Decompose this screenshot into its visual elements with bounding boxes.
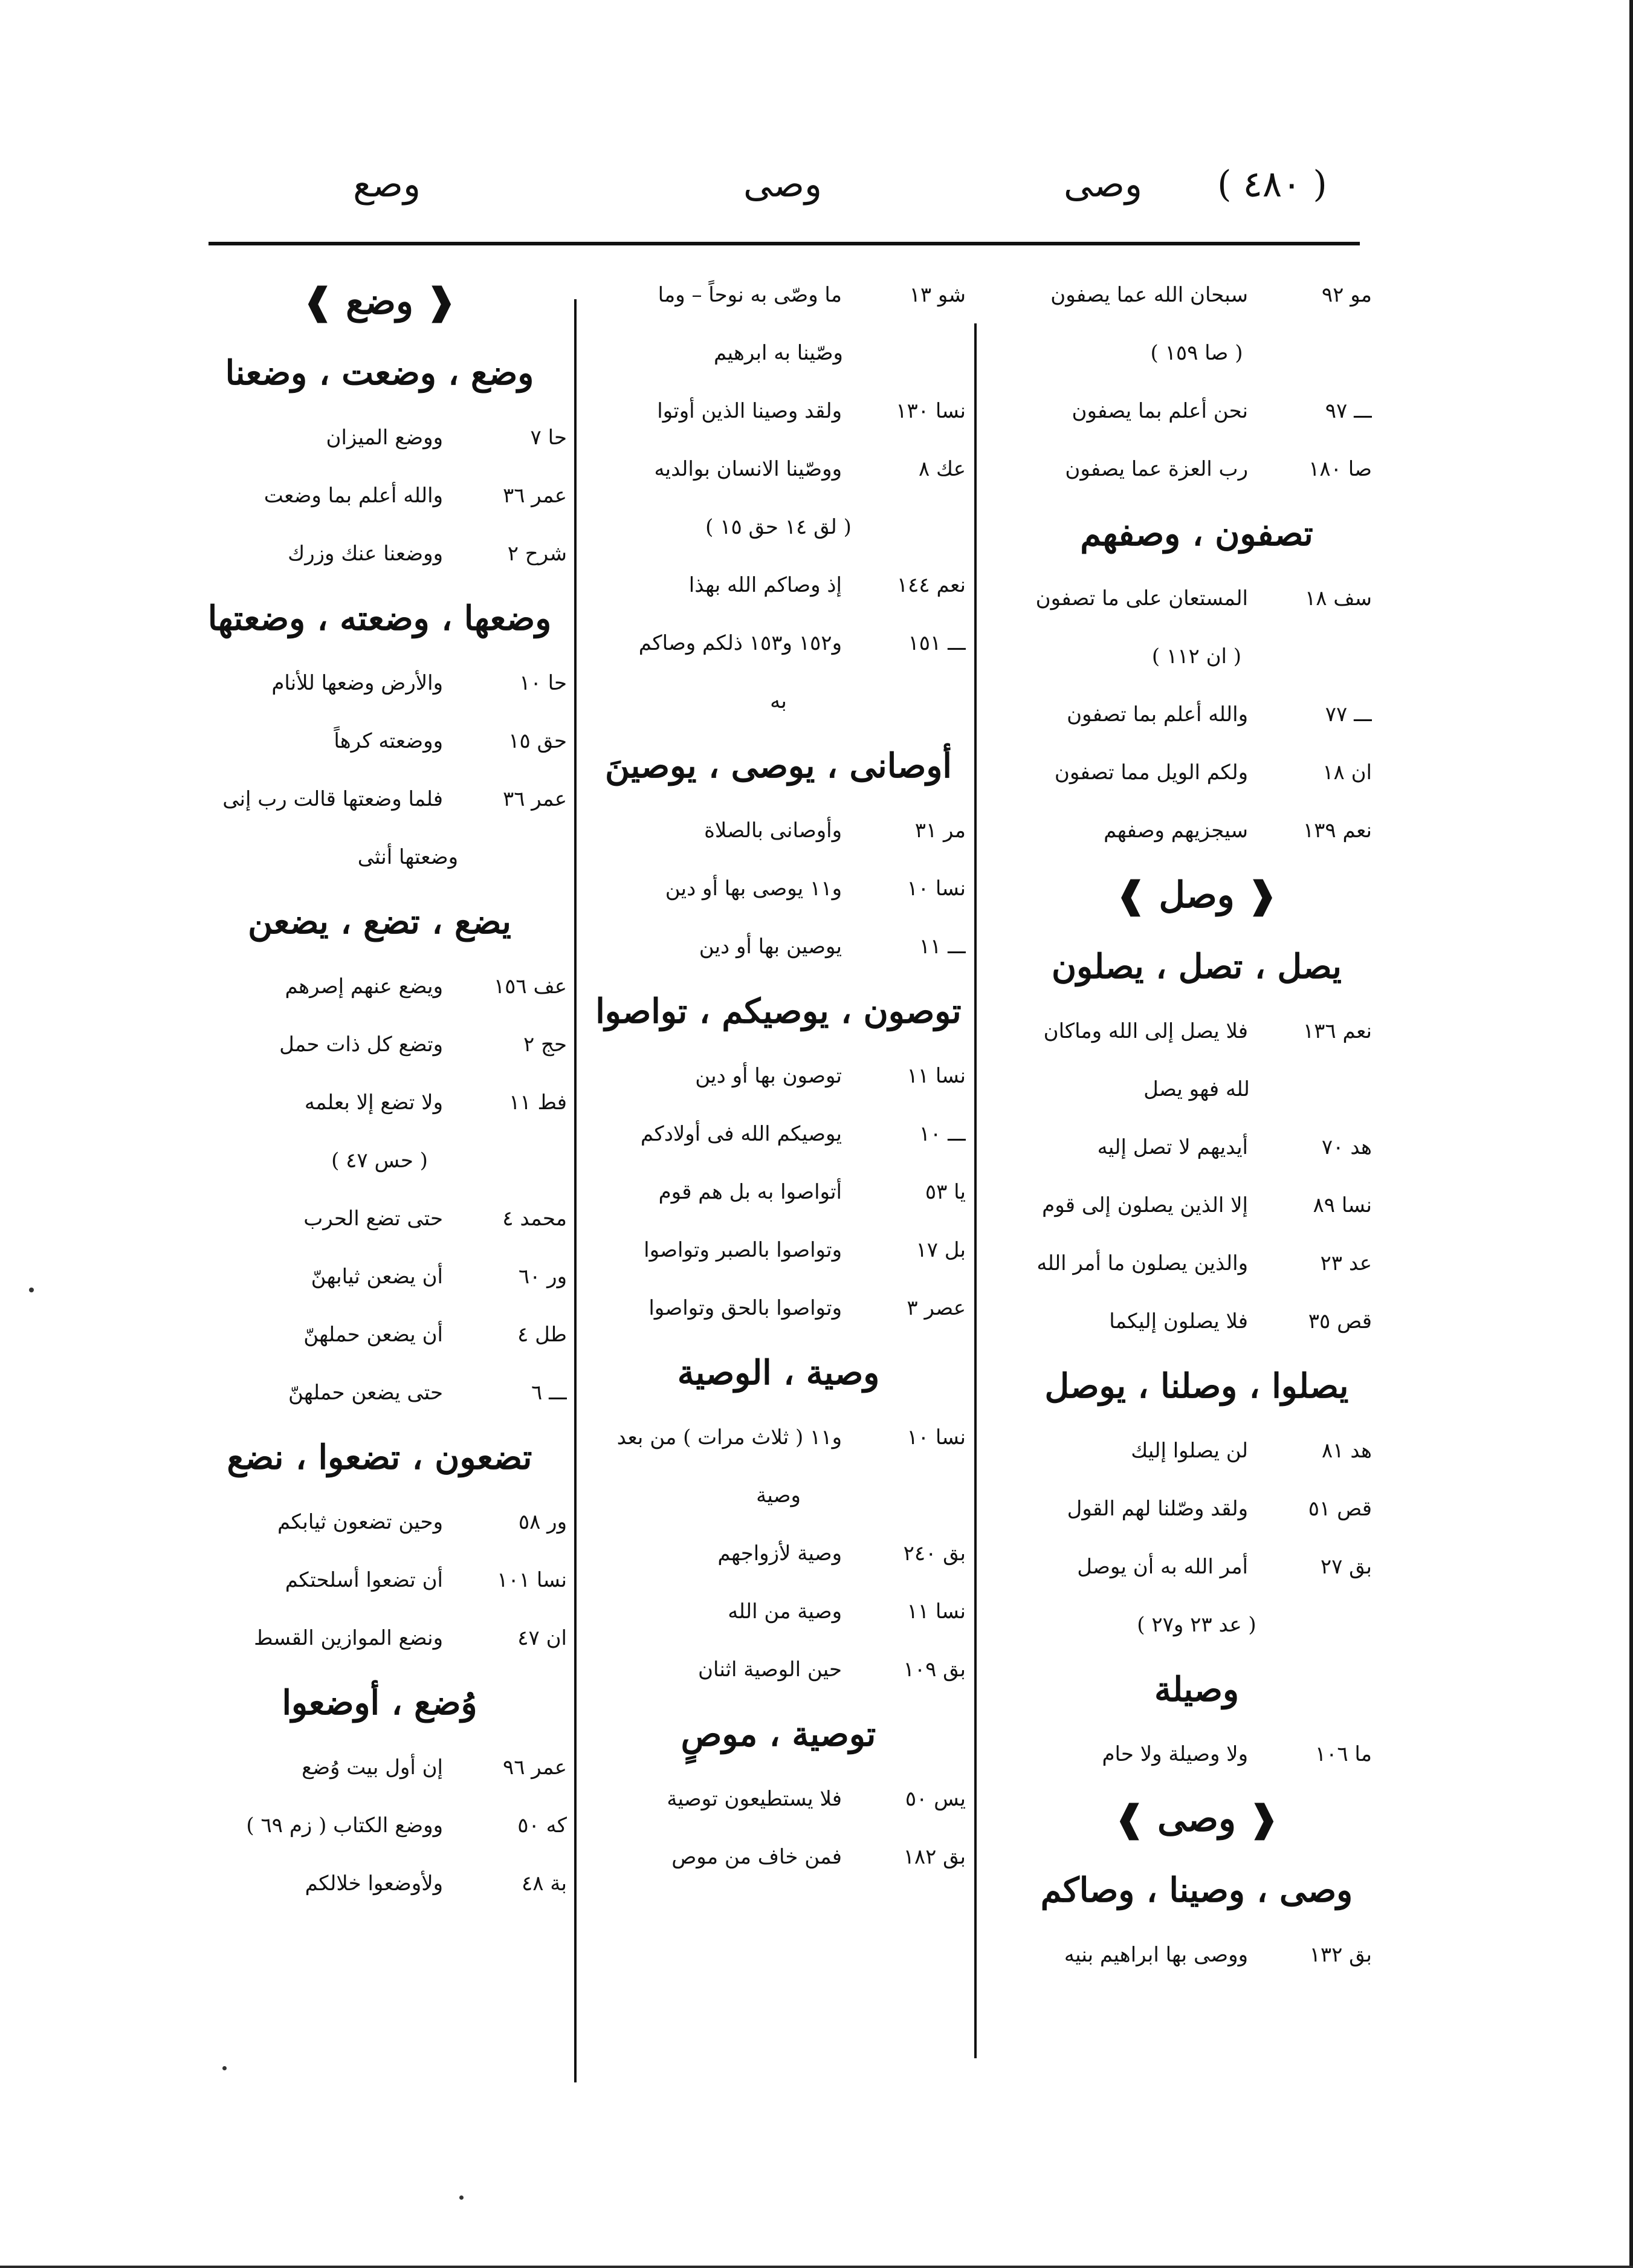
running-head-middle: وصى (743, 163, 822, 206)
verse-text: فلا يصل إلى الله وماكان (1043, 1019, 1248, 1043)
verse-reference: هد ٨١ (1321, 1439, 1372, 1463)
verse-text: إذ وصاكم الله بهذا (688, 573, 842, 597)
verse-reference: محمد ٤ (502, 1207, 567, 1231)
continuation-text: لله فهو يصل (1143, 1077, 1250, 1101)
ornate-bracket-close: ❱ (1114, 1798, 1158, 1840)
verse-text: ولقد وصّلنا لهم القول (1067, 1497, 1248, 1521)
verse-entry (591, 1828, 966, 1886)
verse-reference: هد ٧٠ (1321, 1135, 1372, 1159)
verse-text: و١١ يوصى بها أو دين (665, 876, 842, 901)
verse-reference: عمر ٣٦ (502, 484, 567, 508)
column-middle (591, 266, 966, 1886)
verse-entry (1021, 440, 1372, 498)
continuation-text: ( لق ١٤ حق ١٥ ) (705, 515, 852, 539)
verse-reference: عصر ٣ (907, 1296, 966, 1320)
verse-reference: نسا ٨٩ (1313, 1193, 1372, 1217)
continuation-line (1021, 627, 1372, 685)
verse-text: ولا تضع إلا بعلمه (304, 1090, 443, 1115)
verse-text: أمر الله به أن يوصل (1077, 1555, 1248, 1579)
word-forms-heading: وصية ، الوصية (677, 1353, 880, 1393)
verse-entry (1021, 1176, 1372, 1234)
continuation-line (1021, 324, 1372, 382)
verse-entry (1021, 1234, 1372, 1292)
column-separator (974, 323, 977, 2058)
verse-reference: بق ١٠٩ (903, 1657, 966, 1682)
verse-reference: بق ٢٧ (1320, 1555, 1372, 1579)
scan-speck (459, 2195, 464, 2200)
verse-entry (192, 770, 567, 828)
verse-reference: عمر ٩٦ (502, 1755, 567, 1780)
verse-entry (192, 1190, 567, 1248)
page-edge-bottom (0, 2266, 1633, 2268)
continuation-line (591, 1466, 966, 1524)
verse-entry (192, 409, 567, 467)
continuation-line (591, 672, 966, 730)
root-heading (1021, 1783, 1372, 1855)
root-heading (1021, 860, 1372, 931)
verse-reference: نعم ١٣٦ (1302, 1019, 1372, 1043)
verse-text: فلا يستطيعون توصية (667, 1787, 842, 1811)
verse-entry (1021, 1292, 1372, 1350)
verse-entry (591, 1047, 966, 1105)
root-word: وصى (1157, 1798, 1236, 1840)
running-head-left: وصع (353, 163, 421, 206)
verse-entry (591, 1770, 966, 1828)
verse-text: ولا وصيلة ولا حام (1102, 1742, 1248, 1766)
verse-entry (591, 1408, 966, 1466)
continuation-line (192, 1132, 567, 1190)
continuation-line (1021, 1596, 1372, 1654)
verse-text: ووضعته كرهاً (334, 729, 443, 753)
verse-reference: مو ٩٢ (1321, 283, 1372, 307)
verse-text: ووضع الميزان (326, 426, 443, 450)
verse-text: إلا الذين يصلون إلى قوم (1042, 1193, 1248, 1217)
verse-text: ولقد وصينا الذين أوتوا (657, 399, 842, 423)
verse-reference: عمر ٣٦ (502, 787, 567, 811)
verse-text: وحين تضعون ثيابكم (277, 1510, 443, 1534)
verse-entry (1021, 266, 1372, 324)
verse-reference: سف ١٨ (1304, 586, 1372, 611)
verse-entry (1021, 744, 1372, 802)
word-forms-heading: تضعون ، تضعوا ، نضع (227, 1437, 532, 1477)
verse-text: أيديهم لا تصل إليه (1097, 1135, 1248, 1159)
verse-entry (591, 556, 966, 614)
page-number: ( ٤٨٠ ) (1217, 163, 1327, 206)
verse-reference: شو ١٣ (909, 283, 966, 307)
verse-text: ولكم الويل مما تصفون (1054, 760, 1248, 785)
continuation-line (591, 324, 966, 382)
verse-entry (591, 266, 966, 324)
verse-reference: ور ٦٠ (518, 1265, 567, 1289)
verse-entry (192, 1248, 567, 1306)
continuation-line (591, 498, 966, 556)
verse-reference: بة ٤٨ (521, 1871, 567, 1896)
verse-entry (591, 1105, 966, 1163)
verse-entry (591, 802, 966, 860)
verse-text: وأوصانى بالصلاة (704, 818, 842, 843)
column-left (192, 266, 567, 1913)
ornate-bracket-close: ❱ (302, 280, 346, 323)
verse-reference: نسا ١٠١ (497, 1568, 567, 1592)
verse-entry (591, 382, 966, 440)
verse-reference: قص ٥١ (1308, 1497, 1372, 1521)
continuation-line (1021, 1060, 1372, 1118)
header-rule (209, 242, 1360, 245)
verse-reference: بق ٢٤٠ (903, 1541, 966, 1566)
verse-text: ولأوضعوا خلالكم (305, 1871, 443, 1896)
verse-reference: ـــ ١٥١ (908, 631, 966, 655)
verse-entry (192, 1609, 567, 1667)
verse-text: ويضع عنهم إصرهم (285, 974, 443, 999)
word-forms-heading: يصل ، تصل ، يصلون (1052, 947, 1342, 987)
word-forms-heading: وصيلة (1154, 1670, 1240, 1709)
word-forms-heading: توصون ، يوصيكم ، تواصوا (595, 991, 962, 1031)
verse-text: ونضع الموازين القسط (254, 1626, 443, 1650)
verse-reference: ـــ ٧٧ (1325, 702, 1372, 727)
verse-entry (1021, 1002, 1372, 1060)
verse-reference: ـــ ٦ (531, 1381, 567, 1405)
verse-entry (1021, 802, 1372, 860)
verse-entry (591, 860, 966, 918)
verse-entry (1021, 1422, 1372, 1480)
verse-reference: نسا ١٣٠ (896, 399, 966, 423)
column-right (1021, 266, 1372, 1984)
verse-entry (192, 957, 567, 1016)
verse-text: رب العزة عما يصفون (1065, 457, 1248, 481)
verse-entry (591, 1279, 966, 1337)
verse-text: سبحان الله عما يصفون (1050, 283, 1248, 307)
verse-text: أن يضعن ثيابهنّ (311, 1265, 443, 1289)
word-forms-heading: وضع ، وضعت ، وضعنا (225, 353, 534, 393)
word-forms-heading: وصى ، وصينا ، وصاكم (1040, 1870, 1353, 1910)
verse-reference: صا ١٨٠ (1308, 457, 1372, 481)
verse-reference: حا ٧ (530, 426, 567, 450)
verse-text: نحن أعلم بما يصفون (1072, 399, 1248, 423)
continuation-text: وضعتها أنثى (357, 845, 458, 869)
verse-entry (192, 1364, 567, 1422)
ornate-bracket-open: ❰ (413, 280, 457, 323)
verse-reference: نسا ١١ (907, 1599, 966, 1624)
verse-text: فمن خاف من موص (671, 1845, 842, 1869)
verse-entry (1021, 1538, 1372, 1596)
verse-entry (192, 1551, 567, 1609)
verse-entry (192, 654, 567, 712)
verse-text: و١١ ( ثلاث مرات ) من بعد (616, 1425, 842, 1450)
verse-text: حين الوصية اثنان (698, 1657, 842, 1682)
verse-text: ما وصّى به نوحاً – وما (658, 283, 842, 307)
verse-reference: ـــ ٩٧ (1325, 399, 1372, 423)
verse-entry (591, 918, 966, 976)
word-forms-heading: يصلوا ، وصلنا ، يوصل (1044, 1366, 1349, 1406)
verse-reference: كه ٥٠ (517, 1813, 567, 1838)
verse-text: والله أعلم بما تصفون (1067, 702, 1248, 727)
ornate-bracket-close: ❱ (1116, 874, 1159, 916)
verse-reference: ـــ ١١ (919, 935, 966, 959)
continuation-text: به (770, 689, 787, 713)
verse-text: يوصين بها أو دين (699, 935, 842, 959)
verse-entry (1021, 1725, 1372, 1783)
verse-text: إن أول بيت وُضع (302, 1755, 443, 1780)
scan-speck (222, 2066, 227, 2070)
verse-reference: يس ٥٠ (905, 1787, 966, 1811)
word-forms-heading: وضعها ، وضعته ، وضعتها (207, 598, 552, 638)
continuation-text: ( حس ٤٧ ) (331, 1149, 428, 1173)
verse-entry (192, 1306, 567, 1364)
verse-reference: عك ٨ (918, 457, 966, 481)
continuation-text: ( عد ٢٣ و٢٧ ) (1137, 1613, 1256, 1637)
verse-entry (1021, 1118, 1372, 1176)
verse-reference: شرح ٢ (507, 542, 567, 566)
verse-reference: مر ٣١ (914, 818, 966, 843)
verse-reference: يا ٥٣ (925, 1180, 966, 1204)
word-forms-heading: توصية ، موصٍ (681, 1714, 876, 1754)
verse-reference: نسا ١١ (907, 1064, 966, 1088)
verse-reference: ان ١٨ (1322, 760, 1372, 785)
ornate-bracket-open: ❰ (1235, 1798, 1279, 1840)
verse-entry (192, 1738, 567, 1797)
verse-text: فلا يصلون إليكما (1109, 1309, 1248, 1333)
word-forms-heading: تصفون ، وصفهم (1080, 514, 1313, 554)
verse-reference: عد ٢٣ (1320, 1251, 1372, 1275)
verse-entry (192, 1016, 567, 1074)
verse-text: ووضع الكتاب ( زم ٦٩ ) (246, 1813, 443, 1838)
verse-reference: نعم ١٣٩ (1302, 818, 1372, 843)
verse-entry (591, 1641, 966, 1699)
verse-text: حتى يضعن حملهنّ (288, 1381, 443, 1405)
verse-text: و١٥٢ و١٥٣ ذلكم وصاكم (638, 631, 842, 655)
verse-reference: نسا ١٠ (907, 876, 966, 901)
verse-reference: حج ٢ (523, 1032, 567, 1057)
verse-entry (1021, 1926, 1372, 1984)
verse-entry (192, 1855, 567, 1913)
verse-reference: بق ١٣٢ (1309, 1943, 1372, 1967)
root-word: وضع (346, 280, 413, 323)
verse-text: وصية من الله (728, 1599, 842, 1624)
scan-speck (29, 1288, 34, 1292)
continuation-text: وصية (756, 1483, 801, 1508)
word-forms-heading: يضع ، تضع ، يضعن (248, 902, 511, 942)
verse-reference: نسا ١٠ (907, 1425, 966, 1450)
verse-text: حتى تضع الحرب (303, 1207, 443, 1231)
verse-entry (591, 1583, 966, 1641)
verse-text: والذين يصلون ما أمر الله (1036, 1251, 1248, 1275)
verse-text: فلما وضعتها قالت رب إنى (222, 787, 443, 811)
verse-reference: فط ١١ (509, 1090, 567, 1115)
verse-entry (192, 467, 567, 525)
verse-text: وتواصوا بالحق وتواصوا (648, 1296, 842, 1320)
verse-text: ووصى بها ابراهيم بنيه (1064, 1943, 1248, 1967)
verse-entry (1021, 382, 1372, 440)
verse-text: لن يصلوا إليك (1131, 1439, 1248, 1463)
verse-text: وتضع كل ذات حمل (279, 1032, 443, 1057)
verse-entry (192, 525, 567, 583)
verse-text: أن يضعن حملهنّ (303, 1323, 443, 1347)
root-word: وصل (1159, 874, 1235, 916)
verse-reference: بق ١٨٢ (903, 1845, 966, 1869)
verse-entry (1021, 569, 1372, 627)
verse-reference: حق ١٥ (508, 729, 567, 753)
ornate-bracket-open: ❰ (1234, 874, 1278, 916)
word-forms-heading: أوصانى ، يوصى ، يوصينَ (605, 746, 952, 786)
verse-reference: عف ١٥٦ (493, 974, 567, 999)
continuation-text: ( ان ١١٢ ) (1151, 644, 1242, 669)
verse-text: أتواصوا به بل هم قوم (658, 1180, 842, 1204)
verse-text: والأرض وضعها للأنام (271, 671, 443, 695)
verse-text: المستعان على ما تصفون (1035, 586, 1248, 611)
verse-text: والله أعلم بما وضعت (264, 484, 443, 508)
verse-entry (591, 1163, 966, 1221)
verse-text: توصون بها أو دين (695, 1064, 842, 1088)
verse-entry (591, 1221, 966, 1279)
continuation-line (192, 828, 567, 886)
verse-reference: ور ٥٨ (518, 1510, 567, 1534)
verse-entry (591, 1524, 966, 1583)
verse-reference: ـــ ١٠ (919, 1122, 966, 1146)
verse-reference: طل ٤ (517, 1323, 567, 1347)
verse-entry (192, 712, 567, 770)
root-heading (192, 266, 567, 337)
continuation-text: ( صا ١٥٩ ) (1150, 341, 1243, 365)
column-separator (574, 299, 577, 2082)
verse-entry (591, 440, 966, 498)
running-head-right: وصى (1064, 163, 1142, 206)
verse-entry (1021, 1480, 1372, 1538)
verse-reference: ما ١٠٦ (1314, 1742, 1372, 1766)
verse-text: أن تضعوا أسلحتكم (285, 1568, 443, 1592)
verse-text: وصية لأزواجهم (717, 1541, 842, 1566)
verse-reference: بل ١٧ (916, 1238, 966, 1262)
verse-text: يوصيكم الله فى أولادكم (640, 1122, 842, 1146)
verse-text: وتواصوا بالصبر وتواصوا (644, 1238, 842, 1262)
verse-reference: نعم ١٤٤ (896, 573, 966, 597)
page-edge-right (1629, 0, 1633, 2268)
word-forms-heading: وُضع ، أوضعوا (282, 1683, 477, 1723)
verse-entry (591, 614, 966, 672)
verse-entry (192, 1493, 567, 1551)
verse-entry (192, 1797, 567, 1855)
verse-text: ووصّينا الانسان بوالديه (654, 457, 842, 481)
verse-entry (192, 1074, 567, 1132)
verse-reference: ان ٤٧ (517, 1626, 567, 1650)
verse-reference: حا ١٠ (519, 671, 567, 695)
verse-reference: قص ٣٥ (1308, 1309, 1372, 1333)
continuation-text: وصّينا به ابرهيم (714, 341, 843, 365)
verse-text: سيجزيهم وصفهم (1104, 818, 1248, 843)
verse-entry (1021, 685, 1372, 744)
verse-text: ووضعنا عنك وزرك (288, 542, 443, 566)
